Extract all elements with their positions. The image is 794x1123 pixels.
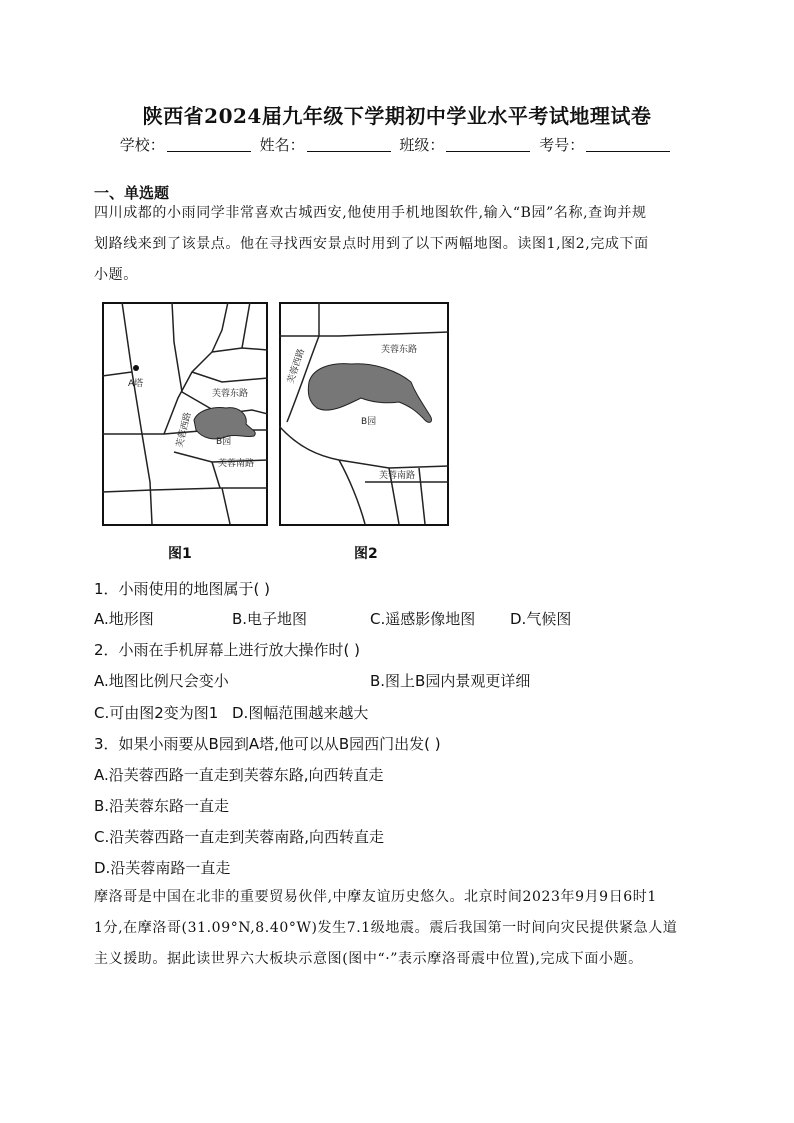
question-1-option-b[interactable]: B.电子地图 [232,610,308,628]
question-2-option-a[interactable]: A.地图比例尺会变小 [94,672,229,690]
question-1-option-c[interactable]: C.遥感影像地图 [370,610,476,628]
school-label: 学校： [119,136,165,154]
question-2-option-d[interactable]: D.图幅范围越来越大 [232,704,369,722]
question-3-option-a[interactable]: A.沿芙蓉西路一直走到芙蓉东路,向西转直走 [94,766,384,784]
figure-1-caption: 图1 [168,546,192,562]
question-1-option-a[interactable]: A.地形图 [94,610,154,628]
question-3-option-d[interactable]: D.沿芙蓉南路一直走 [94,859,231,877]
question-1-stem: 1．小雨使用的地图属于( ) [94,580,271,598]
passage-1-line: 四川成都的小雨同学非常喜欢古城西安,他使用手机地图软件,输入“B园”名称,查询并规 [94,205,647,221]
figure-2-caption: 图2 [354,546,378,562]
section-title: 一、单选题 [94,184,170,202]
figure-2-label-south-road: 芙蓉南路 [379,471,416,481]
question-3-option-c[interactable]: C.沿芙蓉西路一直走到芙蓉南路,向西转直走 [94,828,385,846]
figure-2-label-west-road: 芙蓉西路 [286,347,307,385]
figure-1-label-south-road: 芙蓉南路 [218,459,255,469]
passage-1-line: 划路线来到了该景点。他在寻找西安景点时用到了以下两幅地图。读图1,图2,完成下面 [94,236,649,252]
passage-1 [94,198,704,291]
question-2-option-c[interactable]: C.可由图2变为图1 [94,704,219,722]
question-3-option-b[interactable]: B.沿芙蓉东路一直走 [94,797,230,815]
question-2-stem: 2．小雨在手机屏幕上进行放大操作时( ) [94,641,361,659]
passage-2-line: 1分,在摩洛哥(31.09°N,8.40°W)发生7.1级地震。震后我国第一时间向灾民提供紧急人道 [94,920,678,936]
figure-1-svg [102,302,268,526]
name-label: 姓名： [259,136,305,154]
class-label: 班级： [399,136,445,154]
figure-1-label-garden: B园 [216,437,232,447]
question-3-stem: 3．如果小雨要从B园到A塔,他可以从B园西门出发( ) [94,735,441,753]
figure-2-map [279,302,449,530]
figure-2-label-east-road: 芙蓉东路 [381,345,418,355]
figure-1-label-east-road: 芙蓉东路 [212,389,249,399]
figure-1-label-tower: A塔 [128,379,144,389]
passage-1-line: 小题。 [94,267,138,283]
student-info-row [0,134,794,155]
figure-2-label-garden: B园 [361,417,377,427]
page-title: 陕西省2024届九年级下学期初中学业水平考试地理试卷 [142,104,652,128]
school-blank[interactable] [167,137,251,152]
passage-2-line: 摩洛哥是中国在北非的重要贸易伙伴,中摩友谊历史悠久。北京时间2023年9月9日6时1 [94,889,657,905]
name-blank[interactable] [307,137,391,152]
question-2-option-b[interactable]: B.图上B园内景观更详细 [370,672,531,690]
class-blank[interactable] [446,137,530,152]
number-blank[interactable] [586,137,670,152]
figure-1-map [102,302,268,530]
figure-2-svg [279,302,449,526]
passage-2 [94,882,704,975]
number-label: 考号： [539,136,585,154]
passage-2-line: 主义援助。据此读世界六大板块示意图(图中“·”表示摩洛哥震中位置),完成下面小题。 [94,951,643,967]
figure-1-label-west-road: 芙蓉西路 [175,411,194,449]
question-1-option-d[interactable]: D.气候图 [510,610,572,628]
